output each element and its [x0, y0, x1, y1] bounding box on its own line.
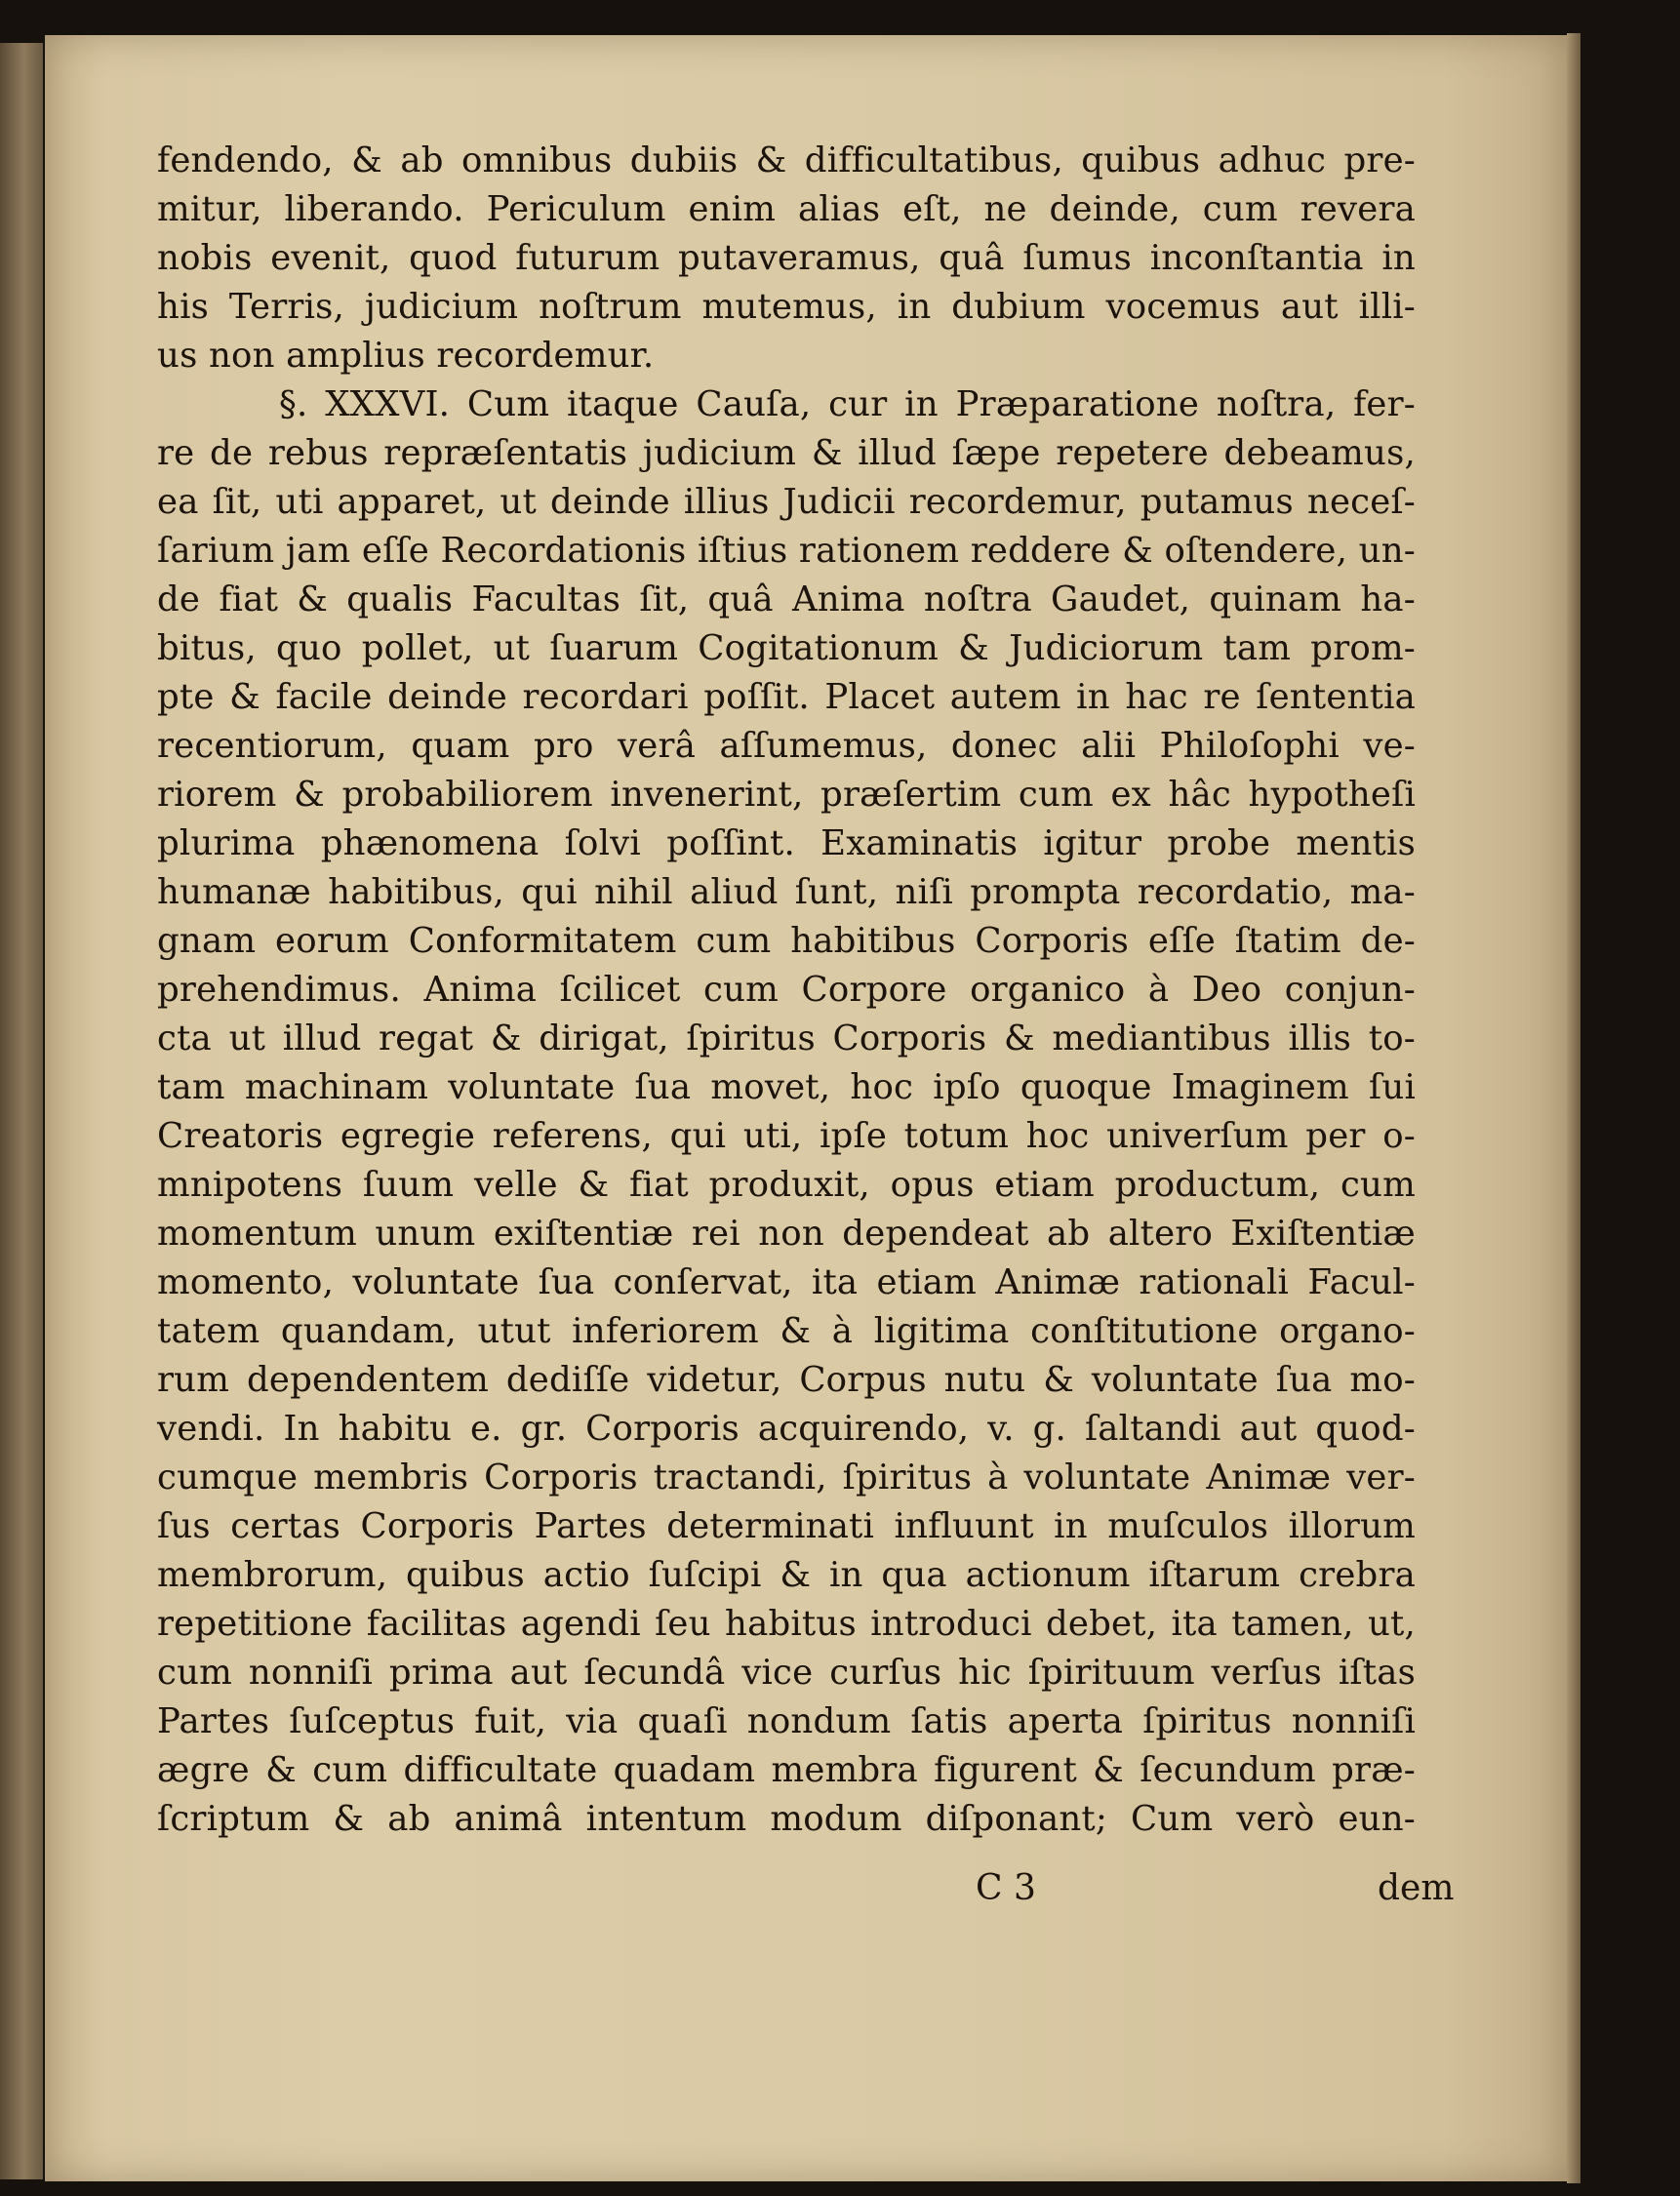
- text-line: vendi. In habitu e. gr. Corporis acquirendo, v. g. ſaltandi aut quod-: [157, 1409, 1416, 1449]
- text-line: cumque membris Corporis tractandi, ſpiritus à voluntate Animæ ver-: [157, 1457, 1416, 1497]
- text-line: humanæ habitibus, qui nihil aliud ſunt, niſi prompta recordatio, ma-: [157, 872, 1416, 912]
- section-heading-line: §. XXXVI. Cum itaque Cauſa, cur in Præparatione noſtra, fer-: [279, 384, 1416, 424]
- text-line: prehendimus. Anima ſcilicet cum Corpore organico à Deo conjun-: [157, 970, 1416, 1010]
- text-line: ea ſit, uti apparet, ut deinde illius Judicii recordemur, putamus neceſ-: [157, 482, 1416, 522]
- text-line: nobis evenit, quod futurum putaveramus, quâ ſumus inconſtantia in: [157, 238, 1416, 278]
- left-page-edge: [0, 43, 43, 2179]
- text-line: Partes ſuſceptus fuit, via quaſi nondum ſatis aperta ſpiritus nonniſi: [157, 1701, 1416, 1741]
- text-line: mitur, liberando. Periculum enim alias eſt, ne deinde, cum revera: [157, 189, 1416, 229]
- catchword: dem: [1378, 1868, 1455, 1908]
- text-line: rum dependentem dediſſe videtur, Corpus nutu & voluntate ſua mo-: [157, 1360, 1416, 1400]
- text-line: momento, voluntate ſua conſervat, ita etiam Animæ rationali Facul-: [157, 1262, 1416, 1302]
- text-line: re de rebus repræſentatis judicium & illud ſæpe repetere debeamus,: [157, 433, 1416, 473]
- text-line: cta ut illud regat & dirigat, ſpiritus Corporis & mediantibus illis to-: [157, 1018, 1416, 1058]
- page-right-edge: [1567, 33, 1580, 2183]
- text-line: ſus certas Corporis Partes determinati influunt in muſculos illorum: [157, 1506, 1416, 1546]
- text-line: Creatoris egregie referens, qui uti, ipſe totum hoc univerſum per o-: [157, 1116, 1416, 1156]
- text-line: repetitione facilitas agendi ſeu habitus introduci debet, ita tamen, ut,: [157, 1604, 1416, 1644]
- text-line: riorem & probabiliorem invenerint, præſertim cum ex hâc hypotheſi: [157, 775, 1416, 815]
- text-line: ægre & cum difficultate quadam membra figurent & ſecundum præ-: [157, 1750, 1416, 1790]
- text-line: fendendo, & ab omnibus dubiis & difficultatibus, quibus adhuc pre-: [157, 140, 1416, 180]
- text-line: bitus, quo pollet, ut ſuarum Cogitationum & Judiciorum tam prom-: [157, 628, 1416, 668]
- text-line: momentum unum exiſtentiæ rei non dependeat ab altero Exiſtentiæ: [157, 1214, 1416, 1254]
- text-line: his Terris, judicium noſtrum mutemus, in dubium vocemus aut illi-: [157, 287, 1416, 327]
- text-line: tam machinam voluntate ſua movet, hoc ipſo quoque Imaginem ſui: [157, 1067, 1416, 1107]
- text-line: membrorum, quibus actio ſuſcipi & in qua actionum iſtarum crebra: [157, 1555, 1416, 1595]
- text-line: pte & facile deinde recordari poſſit. Placet autem in hac re ſententia: [157, 677, 1416, 717]
- signature-mark: C 3: [976, 1868, 1036, 1908]
- text-line: recentiorum, quam pro verâ aſſumemus, donec alii Philoſophi ve-: [157, 726, 1416, 766]
- text-line: ſcriptum & ab animâ intentum modum diſponant; Cum verò eun-: [157, 1799, 1416, 1839]
- text-line: tatem quandam, utut inferiorem & à ligitima conſtitutione organo-: [157, 1311, 1416, 1351]
- text-line: plurima phænomena ſolvi poſſint. Examinatis igitur probe mentis: [157, 823, 1416, 863]
- text-line: gnam eorum Conformitatem cum habitibus Corporis eſſe ſtatim de-: [157, 921, 1416, 961]
- text-line: ſarium jam eſſe Recordationis iſtius rationem reddere & oſtendere, un-: [157, 531, 1416, 571]
- text-line: de fiat & qualis Facultas ſit, quâ Anima noſtra Gaudet, quinam ha-: [157, 579, 1416, 619]
- text-line: cum nonniſi prima aut ſecundâ vice curſus hic ſpirituum verſus iſtas: [157, 1653, 1416, 1693]
- text-line: mnipotens ſuum velle & fiat produxit, opus etiam productum, cum: [157, 1165, 1416, 1205]
- text-line: us non amplius recordemur.: [157, 336, 655, 376]
